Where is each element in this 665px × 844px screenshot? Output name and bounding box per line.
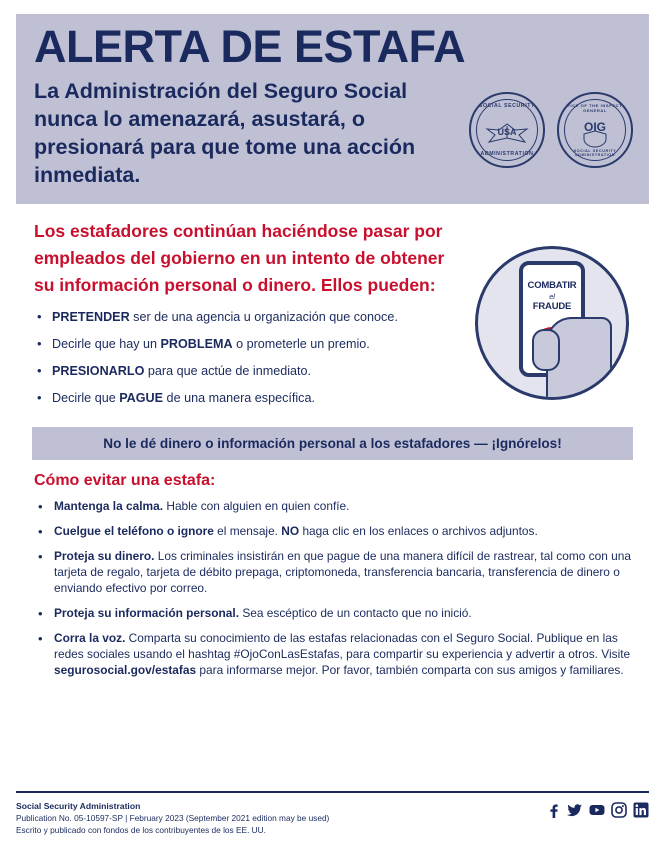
item-bold-lead: Corra la voz. bbox=[54, 630, 126, 645]
avoid-scam-section bbox=[16, 460, 649, 679]
bullet-bold-term: PRETENDER bbox=[52, 310, 130, 325]
youtube-icon[interactable] bbox=[589, 802, 605, 818]
footer-note: Escrito y publicado con fondos de los contribuyentes de los EE. UU. bbox=[16, 824, 266, 835]
social-media-links bbox=[545, 802, 649, 818]
ssa-seal-top-text: SOCIAL SECURITY bbox=[478, 103, 536, 109]
warning-banner: No le dé dinero o información personal a los estafadores — ¡Ignórelos! bbox=[32, 427, 633, 460]
item-bold-lead: Cuelgue el teléfono o ignore bbox=[54, 523, 214, 538]
scammers-section bbox=[16, 204, 649, 421]
bullet-text: de una manera específica. bbox=[163, 391, 315, 406]
bullet-text: ser de una agencia u organización que conoce. bbox=[129, 310, 398, 325]
list-item bbox=[34, 631, 631, 679]
list-item bbox=[34, 336, 472, 353]
poster-header bbox=[16, 14, 649, 204]
item-text: Hable con alguien en quien confíe. bbox=[163, 499, 350, 514]
poster-footer bbox=[16, 791, 649, 836]
item-bold-emphasis: NO bbox=[281, 523, 300, 538]
list-item bbox=[34, 524, 631, 540]
linkedin-icon[interactable] bbox=[633, 802, 649, 818]
ssa-seal-bottom-text: ADMINISTRATION bbox=[480, 151, 534, 157]
footer-publication-number: Publication No. 05-10597-SP | February 2023 (September 2021 edition may be used) bbox=[16, 812, 330, 823]
ssa-seal-center-text: USA bbox=[497, 126, 517, 137]
graphic-text bbox=[523, 281, 581, 314]
item-text-tail: para informarse mejor. Por favor, también comparta con sus amigos y familiares. bbox=[196, 662, 624, 677]
list-item bbox=[34, 363, 472, 380]
item-bold-lead: Proteja su información personal. bbox=[54, 605, 240, 620]
item-bold-lead: Mantenga la calma. bbox=[54, 499, 164, 514]
oig-seal-top-text: OFFICE OF THE INSPECTOR GENERAL bbox=[560, 103, 630, 113]
ssa-seal-icon bbox=[469, 92, 545, 168]
graphic-line-1: COMBATIR bbox=[527, 279, 577, 291]
bullet-bold-term: PAGUE bbox=[119, 391, 164, 406]
header-subtitle: La Administración del Seguro Social nunca lo amenazará, asustará, o presionará para que tome una acción inmediata. bbox=[34, 78, 416, 187]
item-bold-lead: Proteja su dinero. bbox=[54, 548, 155, 563]
website-link[interactable]: segurosocial.gov/estafas bbox=[54, 662, 197, 677]
agency-seals bbox=[469, 92, 633, 168]
item-text-mid: el mensaje. bbox=[213, 523, 282, 538]
item-text: haga clic en los enlaces o archivos adjuntos. bbox=[299, 523, 538, 538]
footer-publication-info bbox=[16, 800, 329, 836]
graphic-line-3: FRAUDE bbox=[532, 301, 572, 313]
list-item bbox=[34, 309, 472, 326]
item-text: Comparta su conocimiento de las estafas relacionadas con el Seguro Social. Publique en las redes sociales usando el hashtag #OjoConLasEstafas, para compartir su experiencia y advertir a otros. Visite bbox=[54, 630, 631, 661]
hand-icon bbox=[546, 317, 612, 400]
oig-seal-icon bbox=[557, 92, 633, 168]
list-item bbox=[34, 549, 631, 597]
item-text: Sea escéptico de un contacto que no inició. bbox=[239, 605, 472, 620]
facebook-icon[interactable] bbox=[545, 802, 561, 818]
instagram-icon[interactable] bbox=[611, 802, 627, 818]
combat-fraud-graphic bbox=[475, 246, 629, 400]
oig-seal-center-text: OIG bbox=[583, 120, 606, 134]
avoid-heading: Cómo evitar una estafa: bbox=[34, 472, 216, 490]
page-title: ALERTA DE ESTAFA bbox=[34, 21, 466, 72]
list-item bbox=[34, 606, 631, 622]
item-text: Los criminales insistirán en que pague de una manera difícil de rastrear, tal como con una tarjeta de regalo, tarjeta de débito prepaga, criptomoneda, transferencia bancaria, transferencia de dinero o enviando efectivo por correo. bbox=[54, 548, 631, 595]
footer-org-name: Social Security Administration bbox=[16, 800, 141, 811]
bullet-prefix: Decirle que bbox=[52, 391, 120, 406]
bullet-prefix: Decirle que hay un bbox=[52, 337, 161, 352]
graphic-line-2: el bbox=[549, 291, 555, 301]
bullet-bold-term: PRESIONARLO bbox=[52, 364, 145, 379]
list-item bbox=[34, 499, 631, 515]
bullet-bold-term: PROBLEMA bbox=[160, 337, 233, 352]
oig-seal-bottom-text: SOCIAL SECURITY ADMINISTRATION bbox=[573, 149, 617, 157]
list-item bbox=[34, 390, 472, 407]
scammers-heading: Los estafadores continúan haciéndose pasar por empleados del gobierno en un intento de obtener su información personal o dinero. Ellos pueden: bbox=[34, 220, 445, 295]
avoid-list bbox=[34, 499, 631, 679]
bullet-text: para que actúe de inmediato. bbox=[144, 364, 312, 379]
twitter-icon[interactable] bbox=[567, 802, 583, 818]
bullet-text: o prometerle un premio. bbox=[232, 337, 370, 352]
